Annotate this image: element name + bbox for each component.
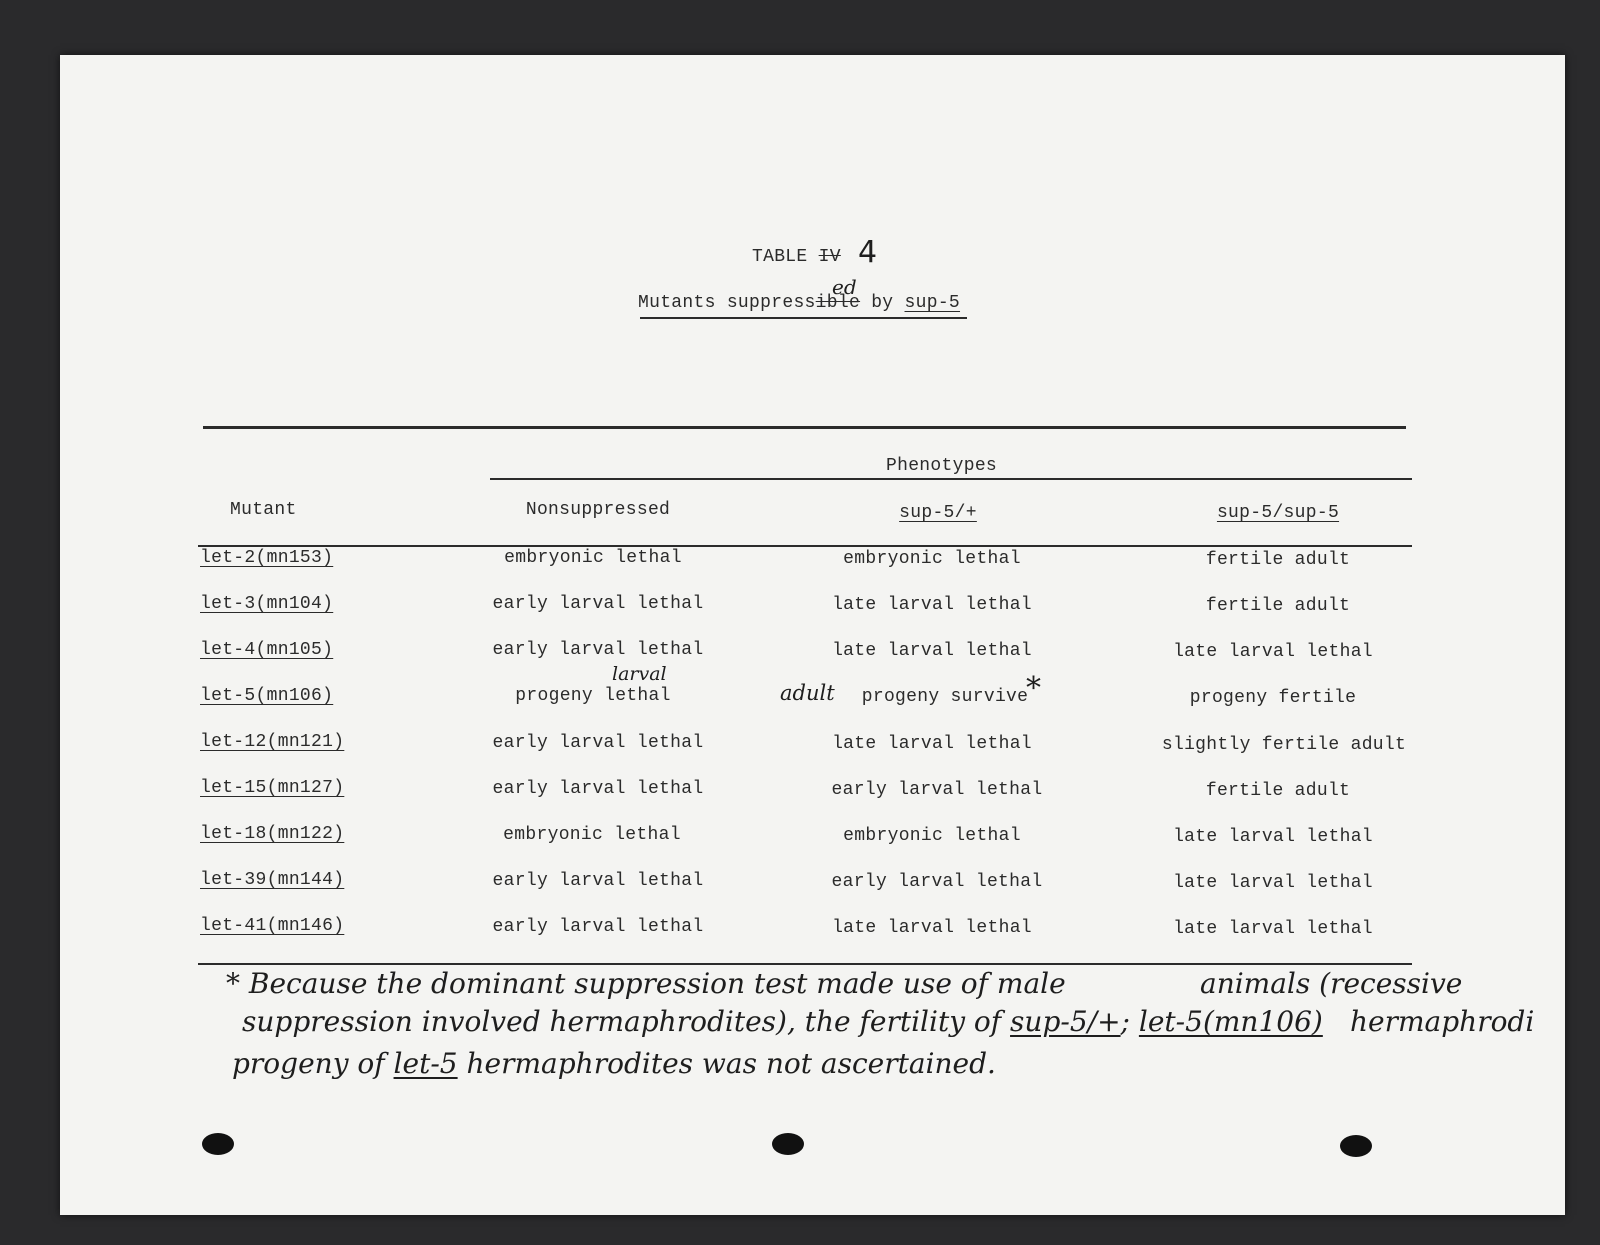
table-cell-het: embryonic lethal [843, 549, 1021, 569]
table-cell-het: late larval lethal [832, 641, 1032, 661]
subtitle-word-base: suppress [726, 293, 816, 313]
col-header-hom: sup-5/sup-5 [1216, 503, 1340, 523]
table-cell-hom: fertile adult [1205, 781, 1351, 801]
table-cell-het: early larval lethal [831, 780, 1043, 800]
table-cell-nonsuppressed: embryonic lethal [503, 825, 681, 845]
inserted-adult: adult [780, 681, 835, 705]
subtitle-word [727, 293, 860, 313]
table-cell-hom: late larval lethal [1173, 642, 1373, 662]
table-cell-het: late larval lethal [832, 734, 1032, 754]
table-cell-hom: late larval lethal [1173, 827, 1373, 847]
table-top-rule [203, 426, 1406, 429]
footnote-gene-let5: let-5 [393, 1047, 458, 1080]
table-cell-het: embryonic lethal [843, 826, 1021, 846]
table-row-mutant: let-39(mn144) [200, 870, 345, 890]
subtitle-gene: sup-5 [904, 293, 961, 313]
table-cell-hom: fertile adult [1205, 550, 1351, 570]
table-row-mutant: let-5(mn106) [200, 686, 334, 706]
table-row-mutant: let-41(mn146) [200, 916, 345, 936]
table-cell-nonsuppressed: early larval lethal [492, 733, 704, 753]
header-bottom-rule [198, 545, 1412, 547]
table-cell-hom: late larval lethal [1173, 919, 1373, 939]
col-header-nonsuppressed: Nonsuppressed [525, 500, 671, 520]
subtitle-insert: ed [832, 275, 857, 299]
table-row-mutant: let-15(mn127) [200, 778, 345, 798]
punch-hole-center [772, 1133, 804, 1155]
footnote-allele: let-5(mn106) [1138, 1005, 1323, 1038]
table-cell-nonsuppressed: early larval lethal [492, 917, 704, 937]
table-cell-hom: fertile adult [1205, 596, 1351, 616]
table-row-mutant: let-18(mn122) [200, 824, 345, 844]
table-number: 4 [858, 235, 878, 270]
table-cell-het: early larval lethal [831, 872, 1043, 892]
table-label: TABLE [752, 247, 808, 267]
punch-hole-left [202, 1133, 234, 1155]
table-cell-nonsuppressed: early larval lethal [492, 779, 704, 799]
struck-numeral: IV [818, 247, 841, 267]
footnote-gene: sup-5/+ [1010, 1005, 1121, 1038]
footnote-line-2 [242, 1005, 1323, 1038]
col-header-mutant: Mutant [230, 500, 297, 520]
footnote-line-3 [232, 1047, 996, 1080]
table-cell-hom: late larval lethal [1173, 873, 1373, 893]
subtitle-underline [640, 317, 967, 319]
phenotypes-header: Phenotypes [886, 456, 998, 476]
table-row-mutant: let-12(mn121) [200, 732, 345, 752]
table-row-mutant: let-2(mn153) [200, 548, 334, 568]
col-header-het: sup-5/+ [899, 503, 977, 523]
subtitle-struck: ible [815, 293, 861, 313]
table-subtitle [638, 293, 960, 313]
footnote-line-3b: hermaphrodites was not ascertained. [466, 1047, 996, 1080]
table-cell-nonsuppressed: early larval lethal [492, 594, 704, 614]
footnote-line-3a: progeny of [232, 1047, 385, 1080]
table-title [752, 247, 841, 267]
table-cell-het: progeny survive [861, 687, 1029, 707]
table-cell-hom: slightly fertile adult [1161, 735, 1407, 755]
footnote-line-2a: suppression involved hermaphrodites), the fertility of [242, 1005, 1002, 1038]
table-cell-het: late larval lethal [832, 595, 1032, 615]
subtitle-part1: Mutants [638, 293, 716, 313]
table-cell-nonsuppressed: progeny lethal [515, 686, 671, 706]
punch-hole-right [1340, 1135, 1372, 1157]
footnote-sep: ; [1120, 1005, 1130, 1038]
phenotypes-rule [490, 478, 1412, 480]
footnote-line-1: * Because the dominant suppression test made use of male [226, 967, 1066, 1000]
subtitle-part2: by [871, 293, 894, 313]
table-bottom-rule [198, 963, 1412, 965]
table-cell-hom: progeny fertile [1189, 688, 1357, 708]
asterisk-mark: * [1026, 671, 1041, 706]
document-page [60, 55, 1565, 1215]
table-cell-nonsuppressed: early larval lethal [492, 640, 704, 660]
table-row-mutant: let-4(mn105) [200, 640, 334, 660]
table-cell-het: late larval lethal [832, 918, 1032, 938]
footnote-line-2b: hermaphrodi [1350, 1005, 1535, 1038]
inserted-larval: larval [612, 663, 667, 685]
table-cell-nonsuppressed: early larval lethal [492, 871, 704, 891]
footnote-line-1b: animals (recessive [1200, 967, 1463, 1000]
table-cell-nonsuppressed: embryonic lethal [504, 548, 682, 568]
table-row-mutant: let-3(mn104) [200, 594, 334, 614]
